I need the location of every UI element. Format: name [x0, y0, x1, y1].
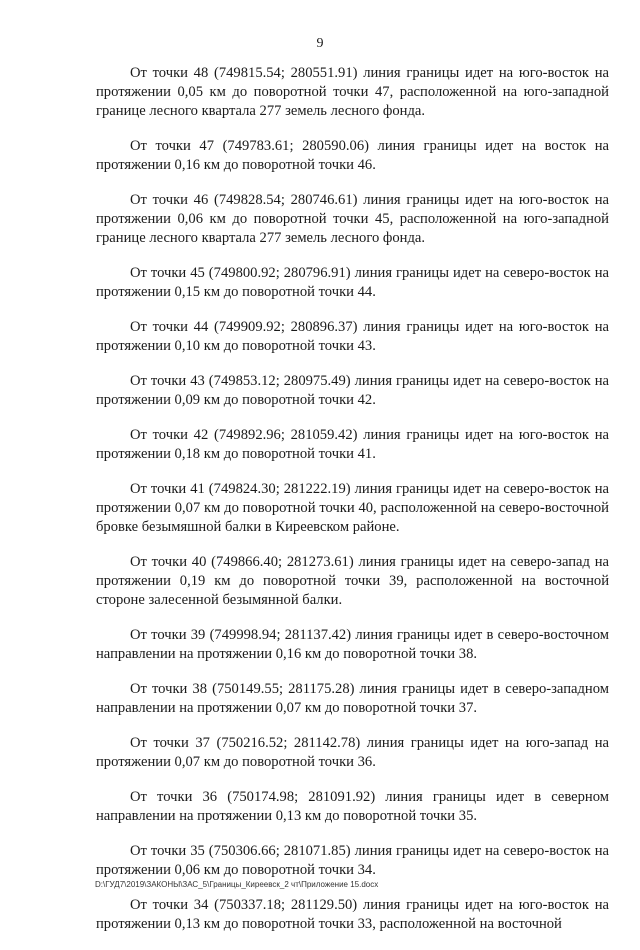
page-number: 9 — [316, 36, 324, 51]
paragraph: От точки 34 (750337.18; 281129.50) линия границы идет на юго-восток на протяжении 0,13 км до поворотной точки 33, расположенной на восточной — [96, 897, 609, 932]
paragraph: От точки 42 (749892.96; 281059.42) линия границы идет на юго-восток на протяжении 0,18 км до поворотной точки 41. — [96, 427, 609, 462]
paragraph: От точки 37 (750216.52; 281142.78) линия границы идет на юго-запад на протяжении 0,07 км до поворотной точки 36. — [96, 735, 609, 770]
paragraph: От точки 44 (749909.92; 280896.37) линия границы идет на юго-восток на протяжении 0,10 км до поворотной точки 43. — [96, 319, 609, 354]
paragraph: От точки 38 (750149.55; 281175.28) линия границы идет в северо-западном направлении на протяжении 0,07 км до поворотной точки 37. — [96, 681, 609, 716]
paragraph: От точки 36 (750174.98; 281091.92) линия границы идет в северном направлении на протяжении 0,13 км до поворотной точки 35. — [96, 789, 609, 824]
paragraph: От точки 46 (749828.54; 280746.61) линия границы идет на юго-восток на протяжении 0,06 км до поворотной точки 45, расположенной на юго-западной границе лесного квартала 277 земель лесного фонда. — [96, 192, 609, 246]
document-body — [96, 64, 609, 950]
paragraph: От точки 40 (749866.40; 281273.61) линия границы идет на северо-запад на протяжении 0,19 км до поворотной точки 39, расположенной на восточной стороне залесенной безымянной балки. — [96, 554, 609, 608]
paragraph: От точки 35 (750306.66; 281071.85) линия границы идет на северо-восток на протяжении 0,06 км до поворотной точки 34. — [96, 843, 609, 878]
paragraph: От точки 43 (749853.12; 280975.49) линия границы идет на северо-восток на протяжении 0,09 км до поворотной точки 42. — [96, 373, 609, 408]
paragraph: От точки 39 (749998.94; 281137.42) линия границы идет в северо-восточном направлении на протяжении 0,16 км до поворотной точки 38. — [96, 627, 609, 662]
paragraph: От точки 47 (749783.61; 280590.06) линия границы идет на восток на протяжении 0,16 км до поворотной точки 46. — [96, 138, 609, 173]
paragraph: От точки 48 (749815.54; 280551.91) линия границы идет на юго-восток на протяжении 0,05 км до поворотной точки 47, расположенной на юго-западной границе лесного квартала 277 земель лесного фонда. — [96, 65, 609, 119]
file-path-footer: D:\ГУД7\2019\ЗАКОНЫ\ЗАС_5\Границы_Киреевск_2 чт\Приложение 15.docx — [95, 880, 379, 889]
paragraph: От точки 45 (749800.92; 280796.91) линия границы идет на северо-восток на протяжении 0,15 км до поворотной точки 44. — [96, 265, 609, 300]
paragraph: От точки 41 (749824.30; 281222.19) линия границы идет на северо-восток на протяжении 0,07 км до поворотной точки 40, расположенной на северо-восточной бровке безымяшной балки в Киреевском районе. — [96, 481, 609, 535]
